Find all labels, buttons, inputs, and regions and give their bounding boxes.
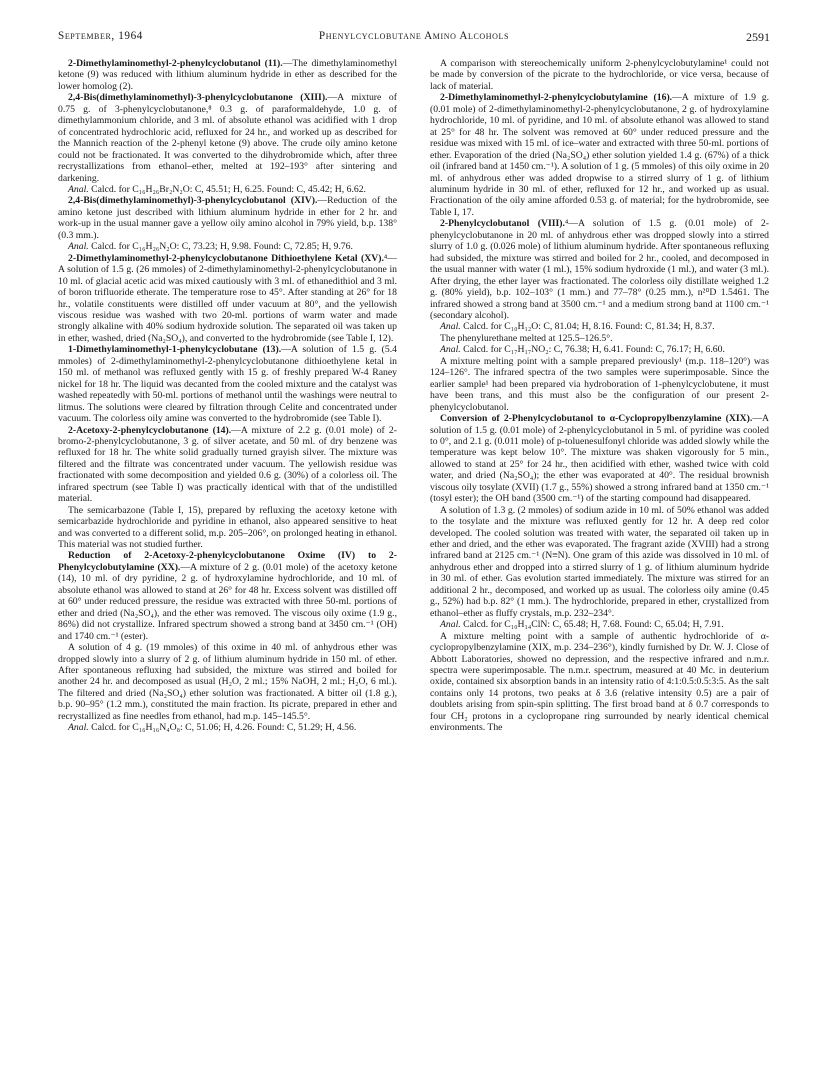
paragraph-text: A mixture melting point with a sample prepared previously¹ (m.p. 118–120°) was 124–126°. The infrared spectra of the two samples were superimposable. Since the earlier sample¹ had been prepared via hydroboration of 1-phenylcyclobutene, it must have been trans, and this must also be the configuration of our present 2-phenylcyclobutanol. [430, 355, 769, 413]
paragraph-text: The semicarbazone (Table I, 15), prepared by refluxing the acetoxy ketone with semicarbazide hydrochloride and pyridine in ethanol, also appeared sensitive to heat and was converted to a different solid, m.p. 205–206°, on prolonged heating in ethanol. This material was not studied further. [58, 504, 397, 551]
paragraph-text: —A mixture of 2.2 g. (0.01 mole) of 2-bromo-2-phenylcyclobutanone, 3 g. of silver acetate, and 50 ml. of dry benzene was refluxed for 18 hr. The white solid gradually turned grayish silver. The mixture was filtered and the filtrate was concentrated under vacuum. The yellowish residue was fractionated with some decomposition and yielded 0.6 g. (30%) of a colorless oil. The infrared spectrum (see Table I) was practically identical with that of the undistilled material. [58, 424, 397, 505]
section-heading: 1-Dimethylaminomethyl-1-phenylcyclobutane (13). [68, 344, 282, 356]
running-header [58, 30, 770, 46]
header-title: Phenylcyclobutane Amino Alcohols [318, 30, 510, 42]
paragraph-text: A mixture melting point with a sample of authentic hydrochloride of α-cyclopropylbenzylamine (XIX, m.p. 234–236°), kindly furnished by Dr. W. J. Close of Abbott Laboratories, showed no depression, and the respective infrared and n.m.r. spectra were superimposable. The n.m.r. spectrum, measured at 40 Mc. in deuterium oxide, contained six absorption bands in an intensity ratio of 4:1:0.5:0.5:3:5. As the salt contains only 14 protons, two peaks at δ 3.6 (relative intensity 0.5) are a pair of doublets arising from spin-spin splitting. The first broad band at δ 0.7 corresponds to four CH₂ protons in a cyclopropane ring surrounded by nearly identical chemical environments. The [430, 630, 769, 734]
analysis-label: Anal. [440, 344, 461, 356]
paragraph-text: ⁴—A solution of 1.5 g. (26 mmoles) of 2-dimethylaminomethyl-2-phenylcyclobutanone in 10 ml. of glacial acetic acid was mixed cautiously with 3 ml. of ethanedithiol and 3 ml. of boron trifluoride etherate. The temperature rose to 45°. After standing at 26° for 18 hr., volatile constituents were distilled off under vacuum at 80°, and the yellowish viscous residue was washed with two 20-ml. portions of warm water and made strongly alkaline with 40% sodium hydroxide solution. The separated oil was taken up in ether, washed, dried (Na₂SO₄), and converted to the hydrobromide (see Table I, 12). [58, 252, 397, 344]
body-paragraph [58, 344, 397, 424]
analysis-label: Anal. [68, 183, 89, 195]
analysis-label: Anal. [440, 619, 461, 631]
analysis-paragraph [58, 241, 397, 252]
analysis-label: Anal. [68, 722, 89, 734]
body-paragraph [58, 195, 397, 241]
right-column [430, 58, 769, 734]
paragraph-text: Calcd. for C₁₇H₁₇NO₂: C, 76.38; H, 6.41. Found: C, 76.17; H, 6.60. [463, 344, 725, 356]
body-paragraph [430, 631, 769, 734]
body-paragraph [430, 333, 769, 344]
body-paragraph [58, 642, 397, 722]
section-heading: 2-Dimethylaminomethyl-2-phenylcyclobutanone Dithioethylene Ketal (XV). [68, 252, 384, 264]
paragraph-text: —The dimethylaminomethyl ketone (9) was reduced with lithium aluminum hydride in ether as described for the lower homolog (2). [58, 58, 398, 92]
analysis-label: Anal. [68, 241, 89, 253]
paragraph-text: Calcd. for C₁₆H₁₆N₄O₈: C, 51.06; H, 4.26. Found: C, 51.29; H, 4.56. [91, 722, 357, 734]
paragraph-text: —A mixture of 0.75 g. of 3-phenylcyclobutanone,⁸ 0.3 g. of paraformaldehyde, 1.0 g. of dimethylammonium chloride, and 3 ml. of absolute ethanol was acidified with 1 drop of concentrated hydrochloric acid, refluxed for 24 hr., and worked up as described for the Mannich reaction of the 2-phenyl ketone (9) above. The crude oily amino ketone could not be fractionated. It was converted to the dihydrobromide which, after three recrystallizations from ethanol–ether, melted at 192–193° after sintering and darkening. [58, 92, 397, 184]
body-paragraph [58, 425, 397, 505]
body-paragraph [430, 218, 769, 321]
body-paragraph [58, 253, 397, 345]
paragraph-text: —A solution of 1.5 g. (5.4 mmoles) of 2-dimethylaminomethyl-2-phenylcyclobutanone dithioethylene ketal in 150 ml. of methanol was refluxed gently with 15 g. of freshly prepared W-4 Raney nickel for 18 hr. The liquid was decanted from the cooled mixture and the catalyst was washed repeatedly with 50-ml. portions of methanol until the washings were neutral to litmus. The solutions were cleared by filtration through Celite and concentrated under vacuum. The colorless oily amine was converted to the hydrobromide (see Table I). [58, 344, 397, 425]
paragraph-text: —Reduction of the amino ketone just described with lithium aluminum hydride in ether for 2 hr. and work-up in the usual manner gave a yellow oily amino alcohol in 79% yield, b.p. 138° (0.3 mm.). [58, 195, 397, 241]
body-paragraph [430, 505, 769, 620]
analysis-paragraph [58, 722, 397, 733]
page-number: 2591 [746, 30, 770, 44]
section-heading: 2,4-Bis(dimethylaminomethyl)-3-phenylcyclobutanol (XIV). [68, 195, 318, 207]
left-column [58, 58, 397, 734]
body-paragraph [58, 505, 397, 551]
analysis-paragraph [58, 184, 397, 195]
body-paragraph [430, 356, 769, 413]
body-paragraph [58, 58, 397, 92]
body-paragraph [430, 413, 769, 505]
section-heading: 2-Dimethylaminomethyl-2-phenylcyclobutanol (11). [68, 58, 283, 69]
paragraph-text: The phenylurethane melted at 125.5–126.5°. [440, 332, 613, 344]
paragraph-text: ⁴—A solution of 1.5 g. (0.01 mole) of 2-phenylcyclobutanone in 20 ml. of anhydrous ether was dropped slowly into a stirred slurry of 1.0 g. (0.026 mole) of lithium aluminum hydride. After spontaneous refluxing had subsided, the mixture was stirred and boiled for 2 hr., cooled, and decomposed in the usual manner with water (1 ml.), 15% sodium hydroxide (1 ml.), and water (3 ml.). After drying, the ether layer was fractionated. The colorless oily distillate weighed 1.2 g. (80% yield), b.p. 102–103° (1 mm.) and 77–78° (0.25 mm.), n²⁰D 1.5461. The infrared showed a strong band at 3500 cm.⁻¹ and a medium strong band at 1100 cm.⁻¹ (secondary alcohol). [430, 218, 769, 321]
section-heading: 2-Acetoxy-2-phenylcyclobutanone (14). [68, 424, 232, 436]
section-heading: 2,4-Bis(dimethylaminomethyl)-3-phenylcyclobutanone (XIII). [68, 92, 328, 104]
paragraph-text: Calcd. for C₁₆H₂₆N₂O: C, 73.23; H, 9.98. Found: C, 72.85; H, 9.76. [91, 241, 353, 253]
paragraph-text: Calcd. for C₁₀H₁₄ClN: C, 65.48; H, 7.68. Found: C, 65.04; H, 7.91. [463, 619, 724, 631]
section-heading: Reduction of 2-Acetoxy-2-phenylcyclobutanone Oxime (IV) to 2-Phenylcyclobutylamine (XX). [58, 550, 397, 573]
paragraph-text: A solution of 1.3 g. (2 mmoles) of sodium azide in 10 ml. of 50% ethanol was added to the tosylate and the mixture was refluxed gently for 12 hr. A deep red color developed. The cooled solution was treated with water, the separated oil taken up in ether and dried, and the ether was evaporated. The fragrant azide (XVIII) had a strong infrared band at 2125 cm.⁻¹ (N≡N). One gram of this azide was dissolved in 10 ml. of anhydrous ether and dropped into a stirred slurry of 1 g. of lithium aluminum hydride in 30 ml. of ether. Gas evolution started immediately. The mixture was stirred for an additional 2 hr., decomposed, and worked up as usual. The colorless oily amine (0.45 g., 52%) had b.p. 82° (1 mm.). The hydrochloride, prepared in ether, crystallized from ethanol–ether as fluffy crystals, m.p. 232–234°. [430, 504, 769, 619]
header-date: September, 1964 [58, 30, 143, 42]
analysis-paragraph [430, 344, 769, 355]
section-heading: 2-Phenylcyclobutanol (VIII). [440, 218, 565, 230]
paragraph-text: Calcd. for C₁₀H₁₂O: C, 81.04; H, 8.16. Found: C, 81.34; H, 8.37. [463, 321, 715, 333]
paragraph-text: A solution of 4 g. (19 mmoles) of this oxime in 40 ml. of anhydrous ether was dropped slowly into a slurry of 2 g. of lithium aluminum hydride in 150 ml. of ether. After spontaneous refluxing had subsided, the mixture was stirred and boiled for another 24 hr. and decomposed as usual (H₂O, 2 ml.; 15% NaOH, 2 ml.; H₂O, 6 ml.). The filtered and dried (Na₂SO₄) ether solution was fractionated. A bitter oil (1.8 g.), b.p. 90–95° (1.2 mm.), constituted the main fraction. Its picrate, prepared in ether and recrystallized as fine needles from ethanol, had m.p. 145–145.5°. [58, 642, 397, 722]
paragraph-text: —A solution of 1.5 g. (0.01 mole) of 2-phenylcyclobutanol in 5 ml. of pyridine was cooled to 0°, and 2.1 g. (0.011 mole) of p-toluenesulfonyl chloride was added slowly while the temperature was kept below 10°. The mixture was shaken vigorously for 5 min., allowed to stand at 25° for 24 hr., then acidified with ether, washed twice with cold water, and dried (Na₂SO₄); the ether was evaporated at 40°. The residual brownish viscous oily tosylate (XVII) (1.7 g., 55%) showed a strong infrared band at 1350 cm.⁻¹ (tosyl ester); the OH band (3500 cm.⁻¹) of the starting compound had disappeared. [430, 413, 769, 505]
analysis-paragraph [430, 321, 769, 332]
body-paragraph [430, 92, 769, 218]
analysis-label: Anal. [440, 321, 461, 333]
section-heading: Conversion of 2-Phenylcyclobutanol to α-Cyclopropylbenzylamine (XIX). [440, 413, 753, 425]
section-heading: 2-Dimethylaminomethyl-2-phenylcyclobutylamine (16). [440, 92, 673, 104]
analysis-paragraph [430, 619, 769, 630]
body-paragraph [430, 58, 769, 92]
paragraph-text: —A mixture of 1.9 g. (0.01 mole) of 2-dimethylaminomethyl-2-phenylcyclobutanone, 2 g. of hydroxylamine hydrochloride, 10 ml. of pyridine, and 10 ml. of absolute ethanol was allowed to stand at 25° for 48 hr. The solvent was removed at 60° under reduced pressure and the residue was mixed with 15 ml. of ice–water and extracted with three 50-ml. portions of ether. Evaporation of the dried (Na₂SO₄) ether solution yielded 1.4 g. (67%) of a thick oil (infrared band at 1450 cm.⁻¹). A solution of 1 g. (5 mmoles) of this oily oxime in 20 ml. of anhydrous ether was added dropwise to a stirred slurry of 1 g. of lithium aluminum hydride in 30 ml. of ether, refluxed for 12 hr., and worked up as usual. Fractionation of the oily amine afforded 0.53 g. of material; for the hydrobromide, see Table I, 17. [430, 92, 769, 218]
paragraph-text: —A mixture of 2 g. (0.01 mole) of the acetoxy ketone (14), 10 ml. of dry pyridine, 2 g. of hydroxylamine hydrochloride, and 10 ml. of absolute ethanol was allowed to stand at 26° for 48 hr. Excess solvent was distilled off at 60° under reduced pressure, the residue was extracted with three 50-ml. portions of ether and dried (Na₂SO₄), and the ether was removed. The viscous oily oxime (1.9 g., 86%) did not crystallize. Infrared spectrum showed a strong band at 3450 cm.⁻¹ (OH) and 1740 cm.⁻¹ (ester). [58, 561, 397, 642]
body-paragraph [58, 92, 397, 184]
paragraph-text: A comparison with stereochemically uniform 2-phenylcyclobutylamine¹ could not be made by conversion of the picrate to the hydrochloride, or vice versa, because of lack of material. [430, 58, 769, 92]
paragraph-text: Calcd. for C₁₆H₂₆Br₂N₂O: C, 45.51; H, 6.25. Found: C, 45.42; H, 6.62. [91, 183, 366, 195]
body-paragraph [58, 550, 397, 642]
